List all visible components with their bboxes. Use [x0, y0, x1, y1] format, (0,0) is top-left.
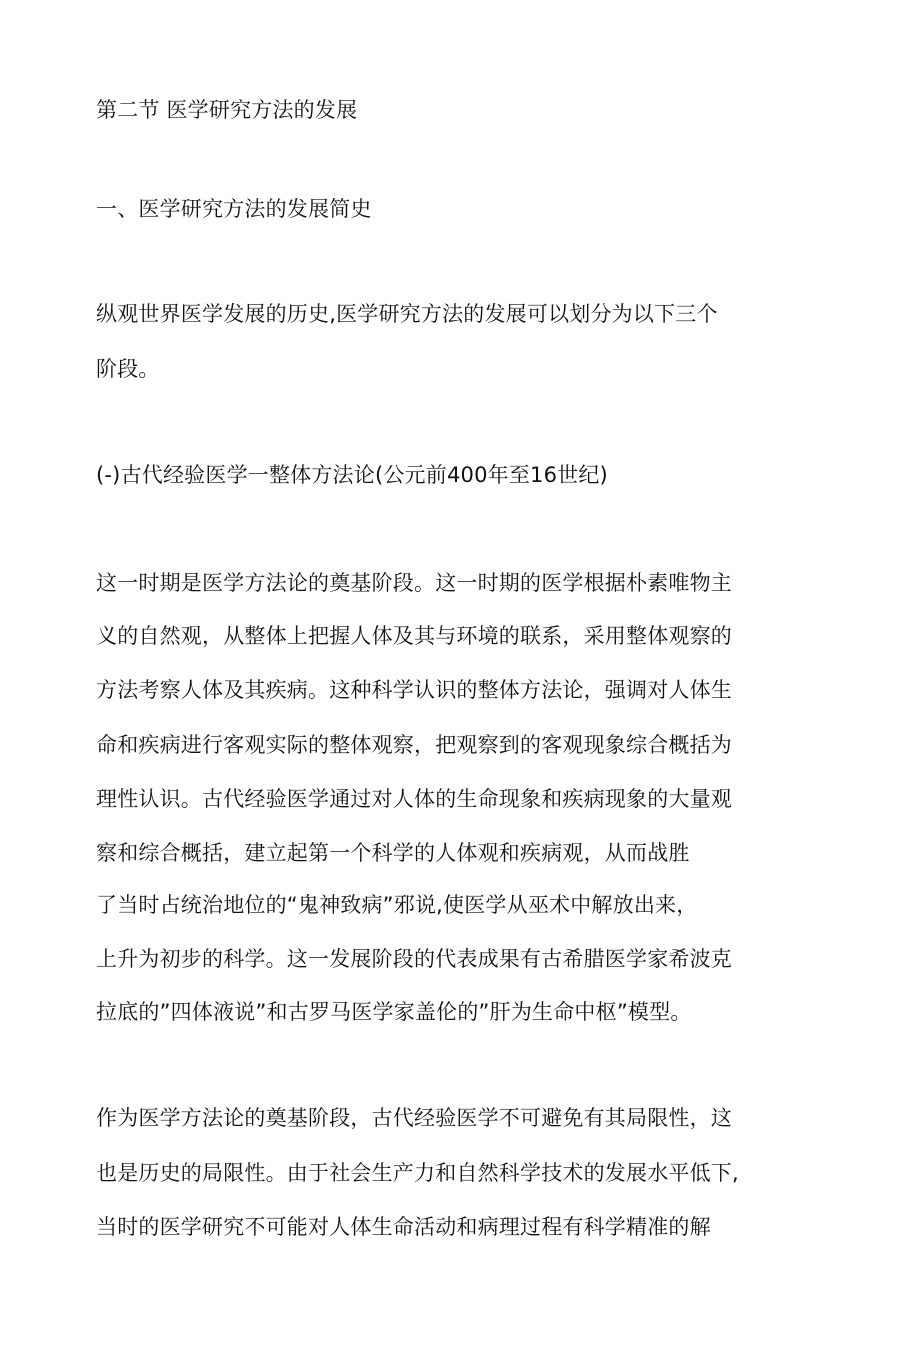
- paragraph-line: 拉底的”四体液说”和古罗马医学家盖伦的”肝为生命中枢”模型。: [96, 1000, 692, 1024]
- paragraph-line: 上升为初步的科学。这一发展阶段的代表成果有古希腊医学家希波克: [96, 947, 732, 971]
- section-title: 第二节 医学研究方法的发展: [96, 98, 358, 122]
- paragraph-line: 作为医学方法论的奠基阶段，古代经验医学不可避免有其局限性，这: [96, 1106, 732, 1130]
- paragraph-line: 义的自然观，从整体上把握人体及其与环境的联系，采用整体观察的: [96, 624, 732, 648]
- paragraph-line: 方法考察人体及其疾病。这种科学认识的整体方法论，强调对人体生: [96, 678, 732, 702]
- paragraph-line: 察和综合概括，建立起第一个科学的人体观和疾病观，从而战胜: [96, 841, 690, 865]
- paragraph-line: 了当时占统治地位的“鬼神致病”邪说,使医学从巫术中解放出来，: [96, 893, 698, 917]
- heading-history: 一、医学研究方法的发展简史: [96, 197, 372, 221]
- paragraph-line: 命和疾病进行客观实际的整体观察，把观察到的客观现象综合概括为: [96, 733, 732, 757]
- intro-line: 纵观世界医学发展的历史,医学研究方法的发展可以划分为以下三个: [96, 302, 718, 326]
- subheading-ancient-medicine: (-)古代经验医学一整体方法论(公元前400年至16世纪): [96, 463, 608, 487]
- paragraph-line: 也是历史的局限性。由于社会生产力和自然科学技术的发展水平低下,: [96, 1161, 739, 1185]
- paragraph-line: 理性认识。古代经验医学通过对人体的生命现象和疾病现象的大量观: [96, 787, 732, 811]
- paragraph-line: 当时的医学研究不可能对人体生命活动和病理过程有科学精准的解: [96, 1215, 711, 1239]
- paragraph-line: 这一时期是医学方法论的奠基阶段。这一时期的医学根据朴素唯物主: [96, 571, 732, 595]
- intro-line: 阶段。: [96, 357, 160, 381]
